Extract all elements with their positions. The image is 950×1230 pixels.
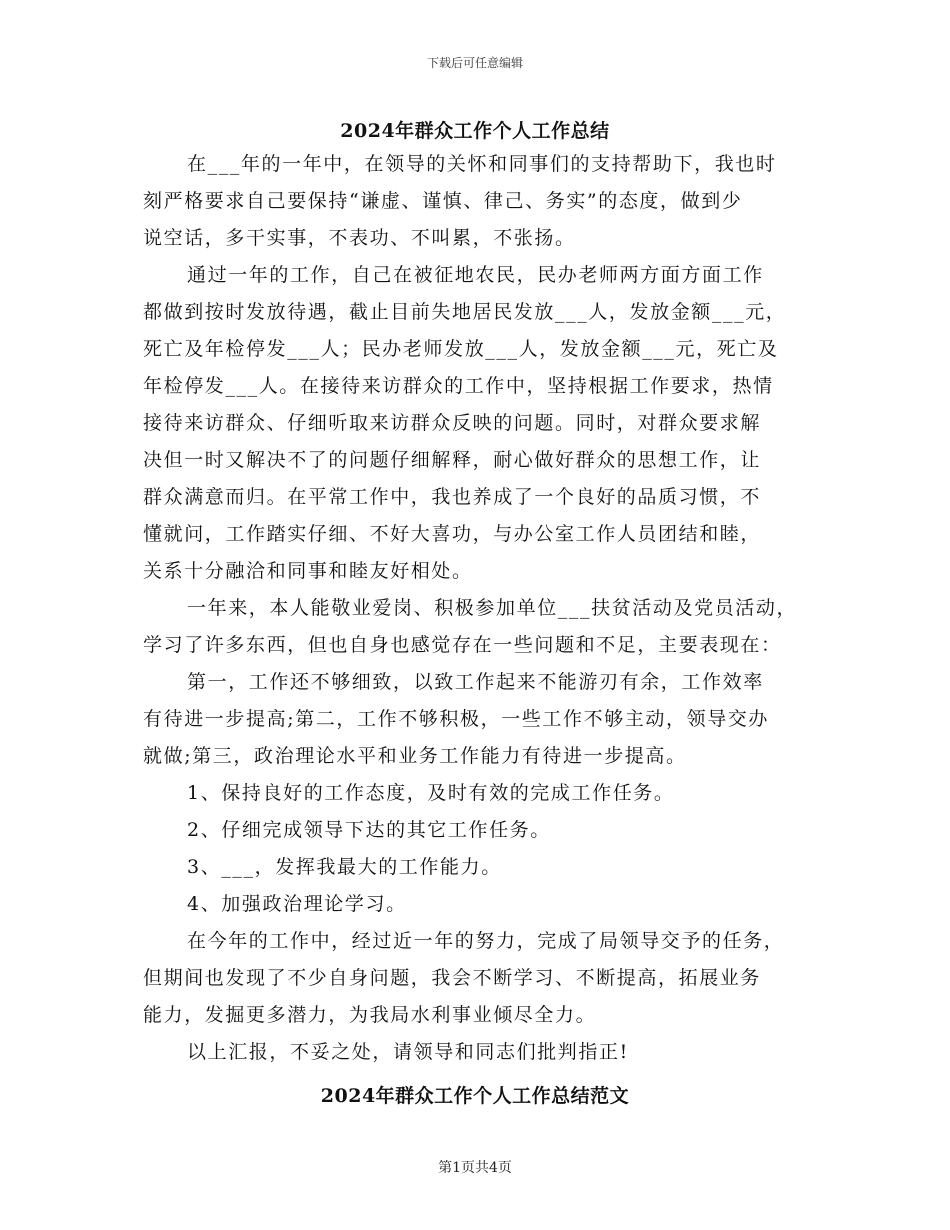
body-line: 决但一时又解决不了的问题仔细解释，耐心做好群众的思想工作，让 (143, 449, 762, 471)
page-number: 第1页共4页 (438, 1160, 512, 1176)
body-line: 能力，发掘更多潜力，为我局水利事业倾尽全力。 (143, 1004, 597, 1026)
list-item: 3、___，发挥我最大的工作能力。 (187, 856, 502, 878)
body-line: 有待进一步提高;第二，工作不够积极，一些工作不够主动，领导交办 (143, 708, 770, 730)
body-line: 都做到按时发放待遇，截止目前失地居民发放___人，发放金额___元， (143, 301, 787, 323)
body-line: 第一，工作还不够细致，以致工作起来不能游刃有余，工作效率 (187, 671, 764, 693)
body-line: 接待来访群众、仔细听取来访群众反映的问题。同时，对群众要求解 (143, 412, 762, 434)
body-line: 刻严格要求自己要保持“谦虚、谨慎、律己、务实”的态度，做到少 (143, 190, 743, 212)
body-line: 就做;第三，政治理论水平和业务工作能力有待进一步提高。 (143, 745, 687, 767)
body-line: 以上汇报，不妥之处，请领导和同志们批判指正! (187, 1041, 629, 1063)
body-line: 说空话，多干实事，不表功、不叫累，不张扬。 (143, 227, 576, 249)
body-line: 死亡及年检停发___人；民办老师发放___人，发放金额___元，死亡及 (143, 338, 779, 360)
body-line: 在今年的工作中，经过近一年的努力，完成了局领导交予的任务， (187, 930, 785, 952)
list-item: 4、加强政治理论学习。 (187, 893, 407, 915)
body-line: 一年来，本人能敬业爱岗、积极参加单位___扶贫活动及党员活动， (187, 597, 798, 619)
list-item: 1、保持良好的工作态度，及时有效的完成工作任务。 (187, 782, 675, 804)
header-note: 下载后可任意编辑 (426, 56, 523, 70)
body-line: 在___年的一年中，在领导的关怀和同事们的支持帮助下，我也时 (187, 153, 777, 175)
body-line: 学习了许多东西，但也自身也感觉存在一些问题和不足，主要表现在： (143, 634, 782, 656)
body-line: 但期间也发现了不少自身问题，我会不断学习、不断提高，拓展业务 (143, 967, 762, 989)
body-line: 年检停发___人。在接待来访群众的工作中，坚持根据工作要求，热情 (143, 375, 774, 397)
body-line: 关系十分融洽和同事和睦友好相处。 (143, 560, 473, 582)
body-line: 通过一年的工作，自己在被征地农民，民办老师两方面方面工作 (187, 264, 764, 286)
body-line: 懂就问，工作踏实仔细、不好大喜功，与办公室工作人员团结和睦， (143, 523, 762, 545)
list-item: 2、仔细完成领导下达的其它工作任务。 (187, 819, 551, 841)
section-title: 2024年群众工作个人工作总结范文 (320, 1085, 630, 1107)
body-line: 群众满意而归。在平常工作中，我也养成了一个良好的品质习惯，不 (143, 486, 762, 508)
document-title: 2024年群众工作个人工作总结 (340, 120, 610, 142)
